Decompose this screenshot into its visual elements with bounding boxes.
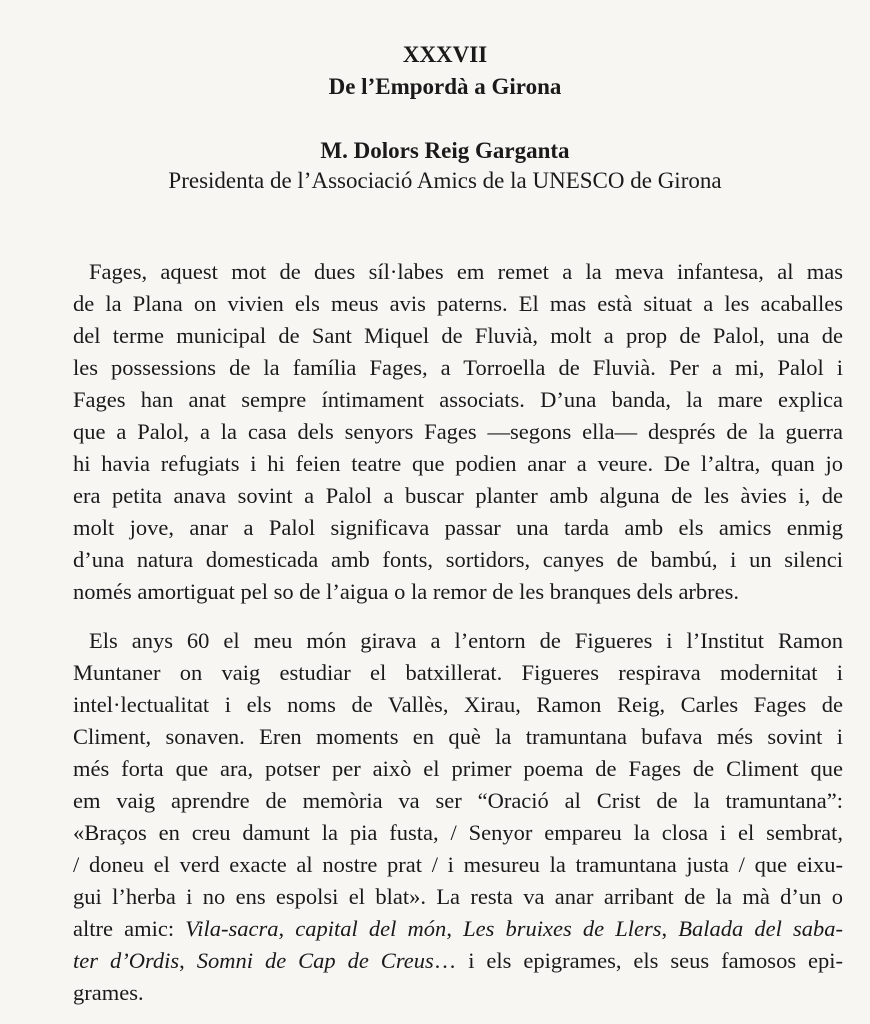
paragraph-line-mixed xyxy=(73,945,843,977)
paragraph-line: Fages, aquest mot de dues síl·labes em remet a la meva infantesa, al mas xyxy=(89,259,843,284)
paragraph-line: Els anys 60 el meu món girava a l’entorn de Figueres i l’Institut Ramon xyxy=(89,628,843,653)
paragraph-line: «Braços en creu damunt la pia fusta, / Senyor empareu la closa i el sembrat, xyxy=(73,820,843,845)
paragraph-line: les possessions de la família Fages, a Torroella de Fluvià. Per a mi, Palol i xyxy=(73,355,843,380)
book-title: Balada del saba- xyxy=(678,916,844,941)
paragraph-1 xyxy=(73,256,843,608)
paragraph-2 xyxy=(73,625,843,1009)
paragraph-line: / doneu el verd exacte al nostre prat / i mesureu la tramuntana justa / que eixu- xyxy=(73,852,843,877)
book-title: ter d’Ordis xyxy=(73,948,180,973)
author-name: M. Dolors Reig Garganta xyxy=(320,138,570,163)
paragraph-line: gui l’herba i no ens espolsi el blat». La resta va anar arribant de la mà d’un o xyxy=(73,884,843,909)
paragraph-line: grames. xyxy=(73,980,144,1005)
paragraph-line: era petita anava sovint a Palol a buscar planter amb alguna de les àvies i, de xyxy=(73,483,843,508)
paragraph-line: intel·lectualitat i els noms de Vallès, Xirau, Ramon Reig, Carles Fages de xyxy=(73,692,843,717)
paragraph-line: Climent, sonaven. Eren moments en què la tramuntana bufava més sovint i xyxy=(73,724,843,749)
paragraph-line: només amortiguat pel so de l’aigua o la remor de les branques dels arbres. xyxy=(73,579,740,604)
book-title: Somni de Cap de Creus xyxy=(196,948,434,973)
paragraph-line: hi havia refugiats i hi feien teatre que podien anar a veure. De l’altra, quan jo xyxy=(73,451,843,476)
paragraph-line: del terme municipal de Sant Miquel de Fluvià, molt a prop de Palol, una de xyxy=(73,323,843,348)
paragraph-line-mixed xyxy=(73,913,843,945)
paragraph-line: molt jove, anar a Palol significava passar una tarda amb els amics enmig xyxy=(73,515,843,540)
paragraph-line: d’una natura domesticada amb fonts, sortidors, canyes de bambú, i un silenci xyxy=(73,547,843,572)
paragraph-line: de la Plana on vivien els meus avis paterns. El mas està situat a les acaballes xyxy=(73,291,843,316)
paragraph-line: em vaig aprendre de memòria va ser “Oració al Crist de la tramuntana”: xyxy=(73,788,843,813)
paragraph-line: Fages han anat sempre íntimament associats. D’una banda, la mare explica xyxy=(73,387,843,412)
line-text: altre amic: xyxy=(73,916,186,941)
author-affiliation: Presidenta de l’Associació Amics de la UNESCO de Girona xyxy=(168,168,722,193)
chapter-title: De l’Empordà a Girona xyxy=(328,74,562,99)
line-text: , xyxy=(661,916,679,941)
paragraph-line: que a Palol, a la casa dels senyors Fages —segons ella— després de la guerra xyxy=(73,419,843,444)
book-title: Vila-sacra, capital del món xyxy=(185,916,447,941)
line-text: … i els epigrames, els seus famosos epi- xyxy=(433,948,844,973)
chapter-number: XXXVII xyxy=(402,42,488,67)
line-text: , xyxy=(179,948,197,973)
paragraph-line: Muntaner on vaig estudiar el batxillerat. Figueres respirava modernitat i xyxy=(73,660,843,685)
line-text: , xyxy=(446,916,464,941)
book-title: Les bruixes de Llers xyxy=(463,916,662,941)
paragraph-line: més forta que ara, potser per això el primer poema de Fages de Climent que xyxy=(73,756,843,781)
